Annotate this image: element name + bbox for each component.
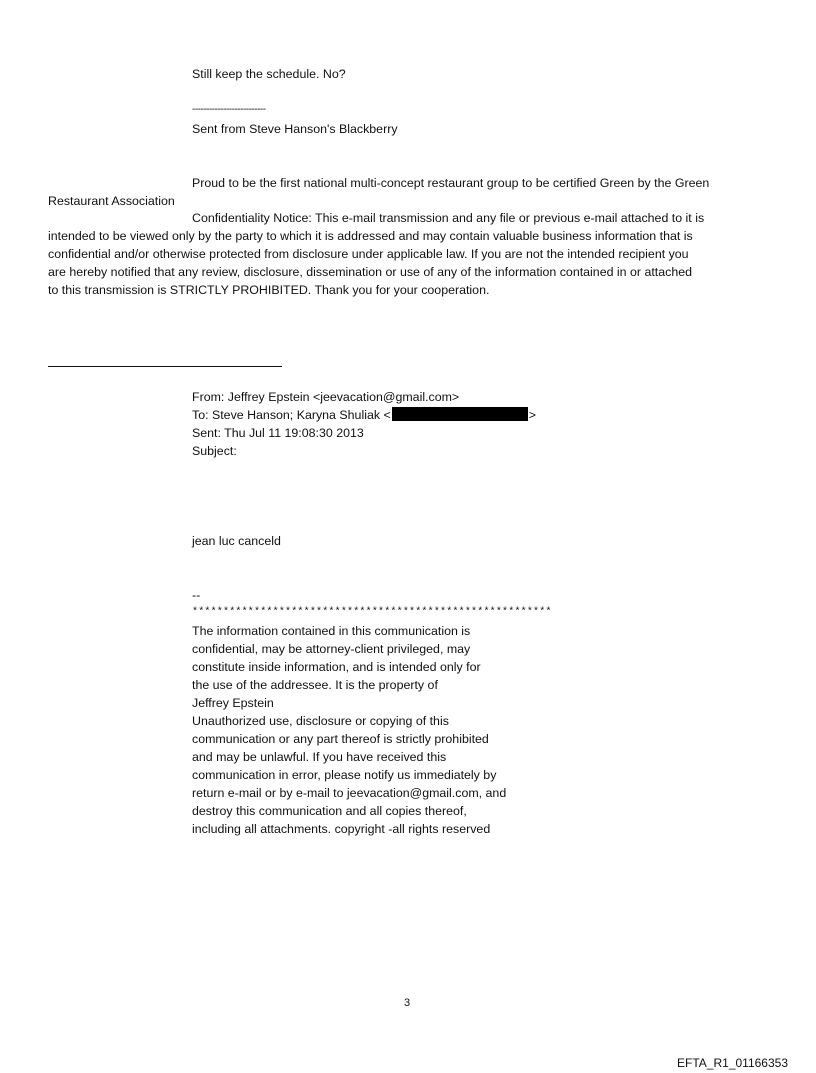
disclaimer-line: return e-mail or by e-mail to jeevacation@gmail.com, and (192, 786, 507, 800)
disclaimer-line: destroy this communication and all copies thereof, (192, 804, 467, 818)
disclaimer-stars: ********************************************************** (192, 607, 552, 618)
confidentiality-notice-line: confidential and/or otherwise protected from disclosure under applicable law. If you are not the intended recipient you (48, 247, 689, 261)
signature-dashes: -- (192, 588, 201, 602)
green-certification-line-cont: Restaurant Association (48, 194, 175, 208)
disclaimer-line: communication in error, please notify us immediately by (192, 768, 497, 782)
disclaimer-line: the use of the addressee. It is the property of (192, 678, 438, 692)
header-to (192, 406, 536, 424)
reply-text: Still keep the schedule. No? (192, 67, 346, 81)
disclaimer-line: and may be unlawful. If you have received this (192, 750, 447, 764)
disclaimer-line: communication or any part thereof is strictly prohibited (192, 732, 489, 746)
header-from: From: Jeffrey Epstein <jeevacation@gmail.com> (192, 390, 460, 404)
confidentiality-notice-line: to this transmission is STRICTLY PROHIBITED. Thank you for your cooperation. (48, 283, 490, 297)
confidentiality-notice-line: intended to be viewed only by the party to which it is addressed and may contain valuable business information that is (48, 229, 693, 243)
sent-from-line: Sent from Steve Hanson's Blackberry (192, 122, 398, 136)
disclaimer-line: Jeffrey Epstein (192, 696, 274, 710)
document-id: EFTA_R1_01166353 (677, 1056, 788, 1070)
confidentiality-notice-line: Confidentiality Notice: This e-mail transmission and any file or previous e-mail attached to it is (192, 211, 705, 225)
disclaimer-line: constitute inside information, and is intended only for (192, 660, 481, 674)
disclaimer-line: The information contained in this communication is (192, 624, 471, 638)
disclaimer-line: confidential, may be attorney-client privileged, may (192, 642, 471, 656)
disclaimer-line: Unauthorized use, disclosure or copying of this (192, 714, 449, 728)
green-certification-line: Proud to be the first national multi-concept restaurant group to be certified Green by the Green (192, 176, 710, 190)
page-number: 3 (404, 997, 411, 1009)
header-subject: Subject: (192, 444, 237, 458)
reply-separator: -------------------------- (192, 104, 266, 115)
header-sent: Sent: Thu Jul 11 19:08:30 2013 (192, 426, 364, 440)
redaction-box (392, 407, 528, 421)
message-divider (48, 366, 282, 367)
header-to-suffix: > (528, 408, 536, 422)
disclaimer-line: including all attachments. copyright -all rights reserved (192, 822, 491, 836)
message-body: jean luc canceld (192, 534, 281, 548)
header-to-prefix: To: Steve Hanson; Karyna Shuliak < (192, 408, 391, 422)
confidentiality-notice-line: are hereby notified that any review, disclosure, dissemination or use of any of the information contained in or attached (48, 265, 692, 279)
